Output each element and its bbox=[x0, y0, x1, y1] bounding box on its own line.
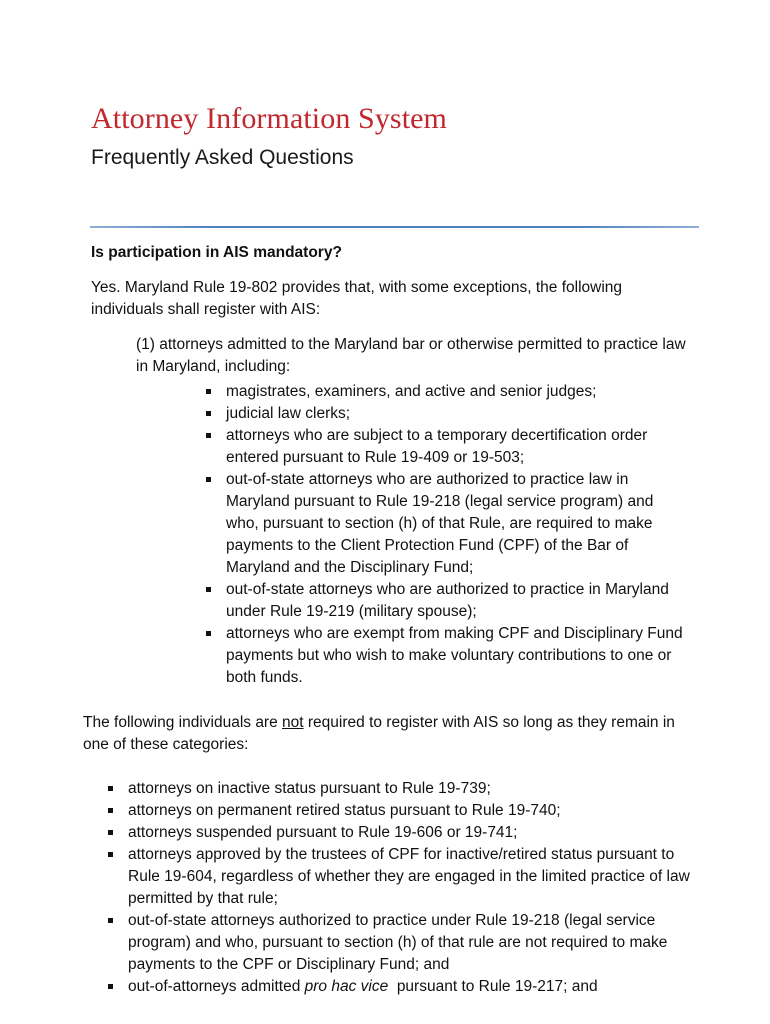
answer-intro: Yes. Maryland Rule 19-802 provides that, with some exceptions, the following individuals shall register with AIS: bbox=[91, 279, 623, 318]
list-item: out-of-state attorneys who are authorized to practice law in Maryland pursuant to Rule 19-218 (legal service program) and who, pursuant to section (h) of that Rule, are required to make payments to the Client Protection Fund (CPF) of the Bar of Maryland and the Disciplinary Fund; bbox=[204, 469, 684, 579]
list-item: attorneys on permanent retired status pursuant to Rule 19-740; bbox=[106, 800, 706, 822]
category-1-text: (1) attorneys admitted to the Maryland bar or otherwise permitted to practice law in Maryland, including: bbox=[136, 336, 686, 375]
divider-line bbox=[90, 226, 699, 228]
list-item: out-of-state attorneys who are authorized to practice in Maryland under Rule 19-219 (military spouse); bbox=[204, 579, 684, 623]
bullet-icon bbox=[206, 433, 211, 438]
underlined-not: not bbox=[282, 714, 304, 731]
list-item: attorneys who are exempt from making CPF and Disciplinary Fund payments but who wish to make voluntary contributions to one or both funds. bbox=[204, 623, 684, 689]
faq-question: Is participation in AIS mandatory? bbox=[91, 244, 342, 261]
bullet-icon bbox=[206, 631, 211, 636]
list-item: judicial law clerks; bbox=[204, 403, 684, 425]
page-title: Attorney Information System bbox=[91, 102, 447, 135]
bullet-icon bbox=[108, 808, 113, 813]
must-register-list bbox=[204, 381, 684, 689]
bullet-icon bbox=[206, 477, 211, 482]
page-subtitle: Frequently Asked Questions bbox=[91, 146, 354, 169]
list-item: attorneys who are subject to a temporary decertification order entered pursuant to Rule 19-409 or 19-503; bbox=[204, 425, 684, 469]
bullet-icon bbox=[108, 984, 113, 989]
list-item: attorneys approved by the trustees of CPF for inactive/retired status pursuant to Rule 19-604, regardless of whether they are engaged in the limited practice of law permitted by that rule; bbox=[106, 844, 706, 910]
bullet-icon bbox=[108, 786, 113, 791]
bullet-icon bbox=[108, 852, 113, 857]
list-item: attorneys suspended pursuant to Rule 19-606 or 19-741; bbox=[106, 822, 706, 844]
list-item: out-of-attorneys admitted pro hac vice pursuant to Rule 19-217; and bbox=[106, 976, 706, 998]
list-item: attorneys on inactive status pursuant to Rule 19-739; bbox=[106, 778, 706, 800]
bullet-icon bbox=[206, 587, 211, 592]
bullet-icon bbox=[206, 389, 211, 394]
list-item: magistrates, examiners, and active and senior judges; bbox=[204, 381, 684, 403]
bullet-icon bbox=[108, 830, 113, 835]
pro-hac-vice-italic: pro hac vice bbox=[304, 978, 389, 995]
bullet-icon bbox=[108, 918, 113, 923]
exempt-list bbox=[106, 778, 706, 998]
exempt-intro: The following individuals are not required to register with AIS so long as they remain in one of these categories: bbox=[83, 714, 675, 753]
list-item: out-of-state attorneys authorized to practice under Rule 19-218 (legal service program) and who, pursuant to section (h) of that rule are not required to make payments to the CPF or Disciplinary Fund; and bbox=[106, 910, 706, 976]
bullet-icon bbox=[206, 411, 211, 416]
